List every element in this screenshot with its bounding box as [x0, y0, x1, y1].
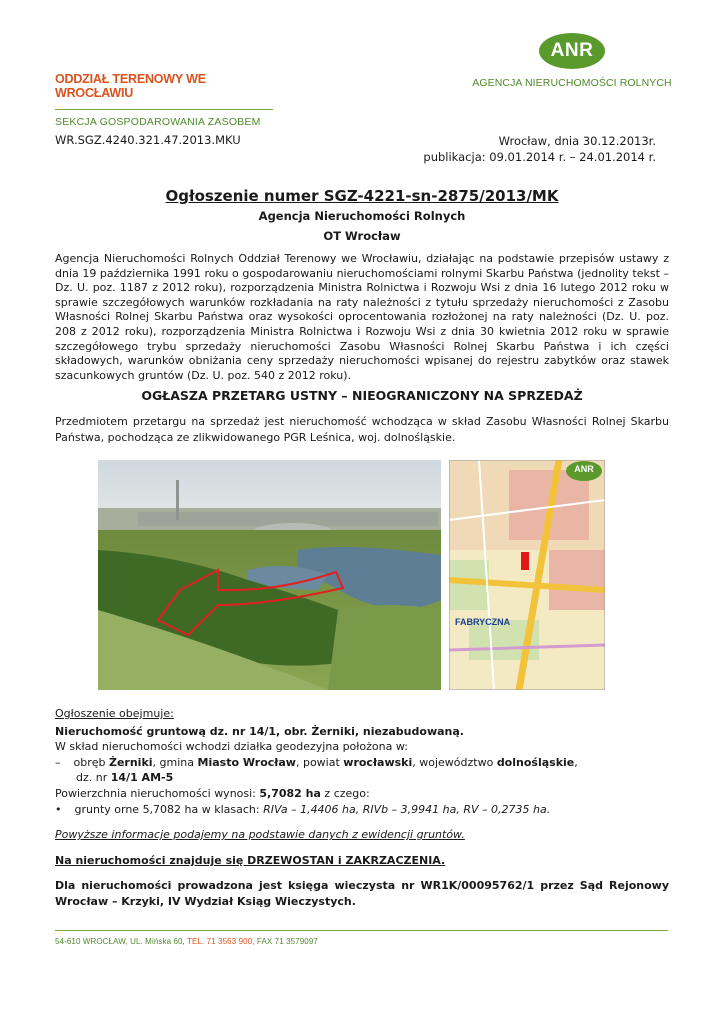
land-text: grunty orne 5,7082 ha w klasach:	[74, 802, 264, 816]
location-gmina: Miasto Wrocław	[197, 755, 296, 769]
publication-period: publikacja: 09.01.2014 r. – 24.01.2014 r.	[423, 150, 656, 164]
property-details	[55, 706, 669, 910]
office-header	[55, 72, 273, 128]
location-text: , gmina	[152, 755, 198, 769]
agency-name: AGENCJA NIERUCHOMOŚCI ROLNYCH	[472, 77, 672, 89]
location-powiat: wrocławski	[343, 755, 413, 769]
section-name: SEKCJA GOSPODAROWANIA ZASOBEM	[55, 116, 261, 128]
footer-address	[55, 937, 318, 946]
map-logo: ANR	[574, 464, 594, 474]
location-obreb: Żerniki	[108, 755, 153, 769]
plot-intro: W skład nieruchomości wchodzi działka geodezyjna położona w:	[55, 740, 408, 754]
aerial-photo	[98, 460, 441, 690]
reference-number: WR.SGZ.4240.321.47.2013.MKU	[55, 133, 241, 147]
location-text: , powiat	[295, 755, 344, 769]
records-note: Powyższe informacje podajemy na podstawie danych z ewidencji gruntów.	[55, 828, 465, 842]
legal-basis-paragraph: Agencja Nieruchomości Rolnych Oddział Terenowy we Wrocławiu, działając na podstawie przepisów ustawy z dnia 19 października 1991 roku o gospodarowaniu nieruchomościami rolnymi Skarbu Państwa (jednolity tekst – Dz. U. poz. 1187 z 2012 roku), rozporządzenia Ministra Rolnictwa i Rozwoju Wsi z dnia 16 lutego 2012 roku w sprawie szczegółowych warunków rozkładania na raty należności z tytułu sprzedaży nieruchomości z Zasobu Własności Rolnej Skarbu Państwa oraz wysokości oprocentowania rozłożonej na raty należności (Dz. U. poz. 208 z 2012 roku), rozporządzenia Ministra Rolnictwa i Rozwoju Wsi z dnia 30 kwietnia 2012 roku w sprawie szczegółowego trybu sprzedaży nieruchomości Zasobu Własności Rolnej Skarbu Państwa i ich części składowych, warunków obniżania ceny sprzedaży nieruchomości wpisanej do rejestru zabytków oraz stawek szacunkowych gruntów (Dz. U. poz. 540 z 2012 roku).	[55, 252, 669, 382]
auction-announcement: OGŁASZA PRZETARG USTNY – NIEOGRANICZONY NA SPRZEDAŻ	[141, 388, 583, 403]
footer-divider	[55, 930, 668, 931]
location-map-graphic	[449, 460, 605, 690]
area-value: 5,7082 ha	[259, 786, 321, 800]
area-line	[55, 786, 669, 802]
office-name: ODDZIAŁ TERENOWY WE WROCŁAWIU	[55, 72, 206, 100]
footer-fax: FAX 71 3579097	[256, 937, 318, 946]
agency-logo	[472, 33, 672, 89]
land-class-line	[55, 802, 669, 818]
location-dash: –	[55, 755, 61, 769]
header-divider	[55, 109, 273, 110]
land-classes: RIVa – 1,4406 ha, RIVb – 3,9941 ha, RV – 0,2735 ha.	[263, 802, 551, 816]
plot-number: 14/1 AM-5	[110, 771, 174, 785]
land-register-notice: Dla nieruchomości prowadzona jest księga wieczysta nr WR1K/00095762/1 przez Sąd Rejonowy Wrocław – Krzyki, IV Wydział Ksiąg Wieczystych.	[55, 879, 669, 908]
plot-line	[55, 770, 669, 786]
location-line	[55, 755, 669, 771]
plot-label: dz. nr	[76, 771, 111, 785]
footer-street: 54-610 WROCŁAW, UL. Mińska 60,	[55, 937, 188, 946]
area-label: Powierzchnia nieruchomości wynosi:	[55, 786, 260, 800]
footer-phone: TEL. 71 3563 900,	[187, 937, 257, 946]
location-text: , województwo	[412, 755, 497, 769]
bullet: •	[55, 802, 62, 816]
location-wojewodztwo: dolnośląskie	[496, 755, 575, 769]
includes-label: Ogłoszenie obejmuje:	[55, 707, 174, 720]
page-title: Ogłoszenie numer SGZ-4221-sn-2875/2013/MK	[165, 187, 559, 205]
location-text: ,	[574, 755, 578, 769]
location-text: obręb	[73, 755, 109, 769]
area-suffix: z czego:	[320, 786, 370, 800]
date-block	[423, 133, 656, 165]
subject-paragraph: Przedmiotem przetargu na sprzedaż jest nieruchomość wchodząca w skład Zasobu Własności Rolnej Skarbu Państwa, pochodząca ze zlikwidowanego PGR Leśnica, woj. dolnośląskie.	[55, 415, 669, 444]
date-line: Wrocław, dnia 30.12.2013r.	[498, 134, 656, 148]
logo-badge: ANR	[539, 33, 605, 69]
property-heading: Nieruchomość gruntową dz. nr 14/1, obr. Żerniki, niezabudowaną.	[55, 724, 464, 738]
location-map	[449, 460, 605, 690]
trees-notice: Na nieruchomości znajduje się DRZEWOSTAN i ZAKRZACZENIA.	[55, 853, 446, 867]
agency-subtitle: Agencja Nieruchomości Rolnych	[258, 209, 466, 223]
branch-subtitle: OT Wrocław	[323, 229, 401, 243]
aerial-photo-graphic	[98, 460, 441, 690]
map-district-label: FABRYCZNA	[455, 617, 511, 627]
